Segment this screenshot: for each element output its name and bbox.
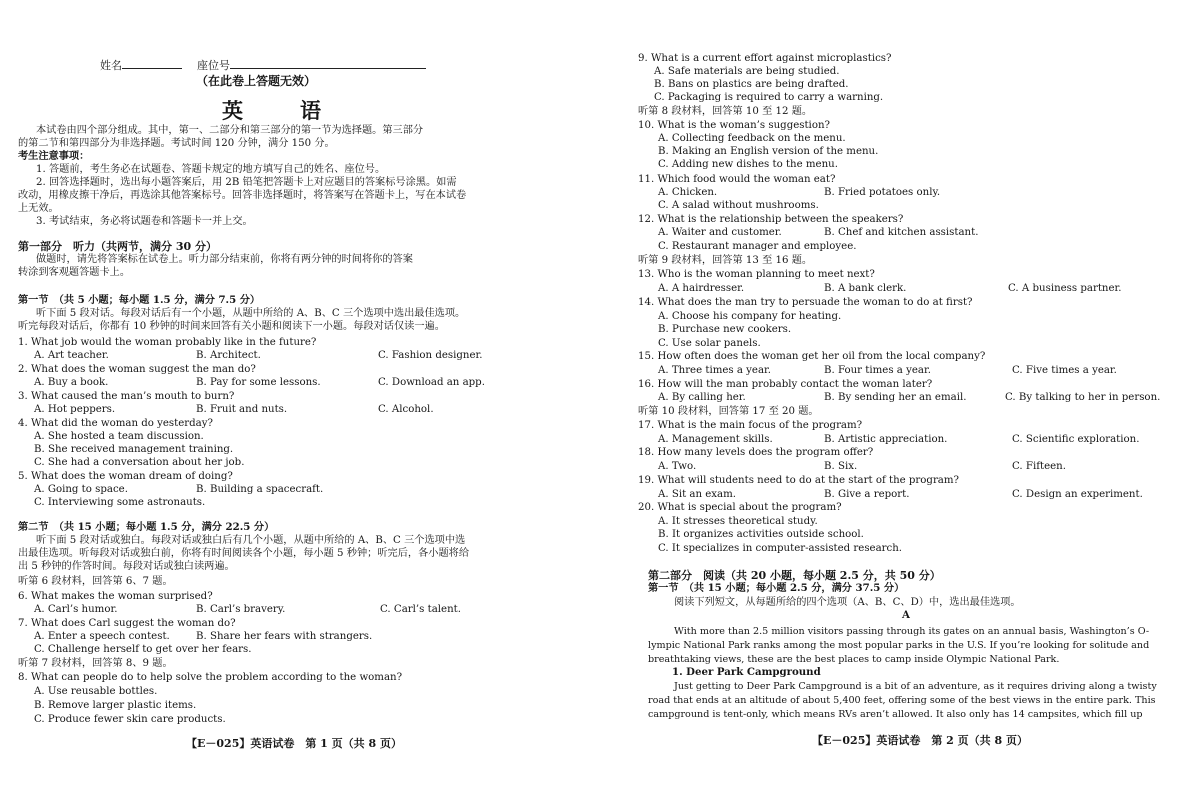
section2-desc: 听下面 5 段对话或独白。每段对话或独白后有几个小题，从题中所给的 A、B、C 三个选项中选 [36,535,466,546]
option-a: A. Enter a speech contest. [34,631,170,642]
option-b: B. She received management training. [34,444,234,455]
part2-desc: 阅读下列短文，从每题所给的四个选项（A、B、C、D）中，选出最佳选项。 [674,597,1021,608]
option-a: A. Carl’s humor. [34,604,118,615]
question-text: 8. What can people do to help solve the problem according to the woman? [18,672,403,683]
option-a: A. Art teacher. [34,350,109,361]
option-b: B. Remove larger plastic items. [34,700,197,711]
section2-desc: 出 5 秒钟的作答时间。每段对话或独白读两遍。 [18,561,235,572]
option-b: B. Building a spacecraft. [196,484,324,495]
intro-line: 的第二节和第四部分为非选择题。考试时间 120 分钟，满分 150 分。 [18,138,335,149]
question-text: 9. What is a current effort against microplastics? [638,53,892,64]
option-c: C. Restaurant manager and employee. [658,241,857,252]
material-heading: 听第 9 段材料，回答第 13 至 16 题。 [638,255,813,266]
option-b: B. Carl’s bravery. [196,604,286,615]
option-c: C. Fashion designer. [378,350,483,361]
option-a: A. Waiter and customer. [658,227,782,238]
option-a: A. By calling her. [658,392,746,403]
section1-desc: 听完每段对话后，你都有 10 秒钟的时间来回答有关小题和阅读下一小题。每段对话仅读一遍。 [18,321,445,332]
option-c: C. It specializes in computer-assisted research. [658,543,903,554]
notice-line: 上无效。 [18,203,59,214]
question-text: 2. What does the woman suggest the man do? [18,364,256,375]
option-a: A. It stresses theoretical study. [658,516,818,527]
passage-line: With more than 2.5 million visitors passing through its gates on an annual basis, Washington’s O- [674,626,1150,637]
question-text: 11. Which food would the woman eat? [638,174,836,185]
option-b: B. A bank clerk. [824,283,907,294]
question-text: 10. What is the woman’s suggestion? [638,120,830,131]
option-a: A. Sit an exam. [658,489,737,500]
intro-line: 本试卷由四个部分组成。其中，第一、二部分和第三部分的第一节为选择题。第三部分 [36,125,424,136]
option-a: A. Three times a year. [658,365,772,376]
option-a: A. Two. [658,461,697,472]
question-text: 19. What will students need to do at the start of the program? [638,475,960,486]
notice-line: 3. 考试结束，务必将试题卷和答题卡一并上交。 [36,216,253,227]
part1-desc: 做题时，请先将答案标在试卷上。听力部分结束前，你将有两分钟的时间将你的答案 [36,254,413,265]
question-text: 16. How will the man probably contact the woman later? [638,379,933,390]
option-c: C. By talking to her in person. [1005,392,1161,403]
option-c: C. Alcohol. [378,404,434,415]
section2-title: 第二节 （共 15 小题；每小题 1.5 分，满分 22.5 分） [18,521,275,533]
passage-letter: A [902,609,910,621]
page-footer: 【E－025】英语试卷 第 1 页（共 8 页） [186,737,402,750]
notice-line: 1. 答题前，考生务必在试题卷、答题卡规定的地方填写自己的姓名、座位号。 [36,164,386,175]
option-c: C. Challenge herself to get over her fears. [34,644,252,655]
option-c: C. Adding new dishes to the menu. [658,159,838,170]
exam-page-1 [0,0,596,800]
option-a: A. Safe materials are being studied. [654,66,840,77]
option-b: B. Six. [824,461,858,472]
option-a: A. Management skills. [658,434,773,445]
invalid-note: （在此卷上答题无效） [196,74,317,88]
option-b: B. Pay for some lessons. [196,377,321,388]
option-b: B. It organizes activities outside school. [658,529,864,540]
option-a: A. She hosted a team discussion. [34,431,204,442]
option-b: B. Fried potatoes only. [824,187,941,198]
option-a: A. Buy a book. [34,377,109,388]
option-c: C. A salad without mushrooms. [658,200,819,211]
question-text: 20. What is special about the program? [638,502,842,513]
option-c: C. Use solar panels. [658,338,761,349]
question-text: 5. What does the woman dream of doing? [18,471,233,482]
material-heading: 听第 7 段材料，回答第 8、9 题。 [18,658,173,669]
option-a: A. Hot peppers. [34,404,116,415]
option-b: B. Give a report. [824,489,910,500]
option-c: C. Download an app. [378,377,485,388]
subject-title: 英 语 [222,98,339,123]
option-a: A. Chicken. [658,187,718,198]
notice-title: 考生注意事项： [18,150,90,162]
passage-line: Just getting to Deer Park Campground is a bit of an adventure, as it requires driving along a twisty [674,681,1157,692]
seat-label: 座位号 [197,59,230,72]
option-c: C. Interviewing some astronauts. [34,497,206,508]
passage-line: campground is tent-only, which means RVs aren’t allowed. It also only has 14 campsites, which fill up [648,709,1143,720]
option-a: A. Choose his company for heating. [658,311,842,322]
name-blank [122,58,182,69]
section1-title: 第一节 （共 5 小题；每小题 1.5 分，满分 7.5 分） [18,294,261,306]
exam-page-2 [596,0,1193,800]
option-b: B. Purchase new cookers. [658,324,792,335]
part1-title: 第一部分 听力（共两节，满分 30 分） [18,240,217,253]
section2-desc: 出最佳选项。听每段对话或独白前，你将有时间阅读各个小题，每小题 5 秒钟；听完后，各小题将给 [18,548,470,559]
option-c: C. Packaging is required to carry a warning. [654,92,884,103]
material-heading: 听第 6 段材料，回答第 6、7 题。 [18,576,173,587]
option-a: A. A hairdresser. [658,283,745,294]
question-text: 6. What makes the woman surprised? [18,591,213,602]
question-text: 12. What is the relationship between the speakers? [638,214,904,225]
name-field [100,58,426,72]
option-c: C. She had a conversation about her job. [34,457,245,468]
question-text: 4. What did the woman do yesterday? [18,418,213,429]
option-c: C. Fifteen. [1012,461,1066,472]
option-a: A. Collecting feedback on the menu. [658,133,846,144]
option-b: B. Architect. [196,350,261,361]
option-c: C. Scientific exploration. [1012,434,1140,445]
part2-section1: 第一节 （共 15 小题；每小题 2.5 分，满分 37.5 分） [648,582,905,594]
passage-line: breathtaking views, these are the best places to camp inside Olympic National Park. [648,654,1060,665]
option-c: C. Produce fewer skin care products. [34,714,226,725]
part1-desc: 转涂到客观题答题卡上。 [18,267,131,278]
option-b: B. Making an English version of the menu. [658,146,879,157]
option-b: B. By sending her an email. [824,392,967,403]
passage-line: lympic National Park ranks among the most popular parks in the U.S. If you’re looking for solitude and [648,640,1150,651]
option-c: C. Five times a year. [1012,365,1117,376]
question-text: 13. Who is the woman planning to meet next? [638,269,875,280]
name-label: 姓名 [100,59,122,72]
material-heading: 听第 8 段材料，回答第 10 至 12 题。 [638,106,813,117]
question-text: 1. What job would the woman probably like in the future? [18,337,317,348]
option-b: B. Bans on plastics are being drafted. [654,79,849,90]
passage-line: road that ends at an altitude of about 5,400 feet, offering some of the best views in the entire park. This [648,695,1156,706]
seat-blank [230,58,426,69]
question-text: 15. How often does the woman get her oil from the local company? [638,351,986,362]
option-c: C. Design an experiment. [1012,489,1143,500]
option-c: C. A business partner. [1008,283,1122,294]
section1-desc: 听下面 5 段对话。每段对话后有一个小题，从题中所给的 A、B、C 三个选项中选出最佳选项。 [36,308,466,319]
page-footer: 【E－025】英语试卷 第 2 页（共 8 页） [812,734,1028,747]
question-text: 7. What does Carl suggest the woman do? [18,618,236,629]
question-text: 17. What is the main focus of the program? [638,420,863,431]
option-a: A. Use reusable bottles. [34,686,158,697]
option-a: A. Going to space. [34,484,128,495]
question-text: 18. How many levels does the program offer? [638,447,874,458]
notice-line: 改动，用橡皮擦干净后，再选涂其他答案标号。回答非选择题时，将答案写在答题卡上，写在本试卷 [18,190,467,201]
option-b: B. Share her fears with strangers. [196,631,373,642]
notice-line: 2. 回答选择题时，选出每小题答案后，用 2B 铅笔把答题卡上对应题目的答案标号涂黑。如需 [36,177,457,188]
question-text: 14. What does the man try to persuade the woman to do at first? [638,297,973,308]
option-b: B. Four times a year. [824,365,931,376]
question-text: 3. What caused the man’s mouth to burn? [18,391,235,402]
camp-heading: 1. Deer Park Campground [672,666,821,678]
option-b: B. Artistic appreciation. [824,434,948,445]
part2-title: 第二部分 阅读（共 20 小题，每小题 2.5 分，共 50 分） [648,569,941,582]
material-heading: 听第 10 段材料，回答第 17 至 20 题。 [638,406,819,417]
option-b: B. Fruit and nuts. [196,404,288,415]
option-c: C. Carl’s talent. [380,604,461,615]
option-b: B. Chef and kitchen assistant. [824,227,979,238]
